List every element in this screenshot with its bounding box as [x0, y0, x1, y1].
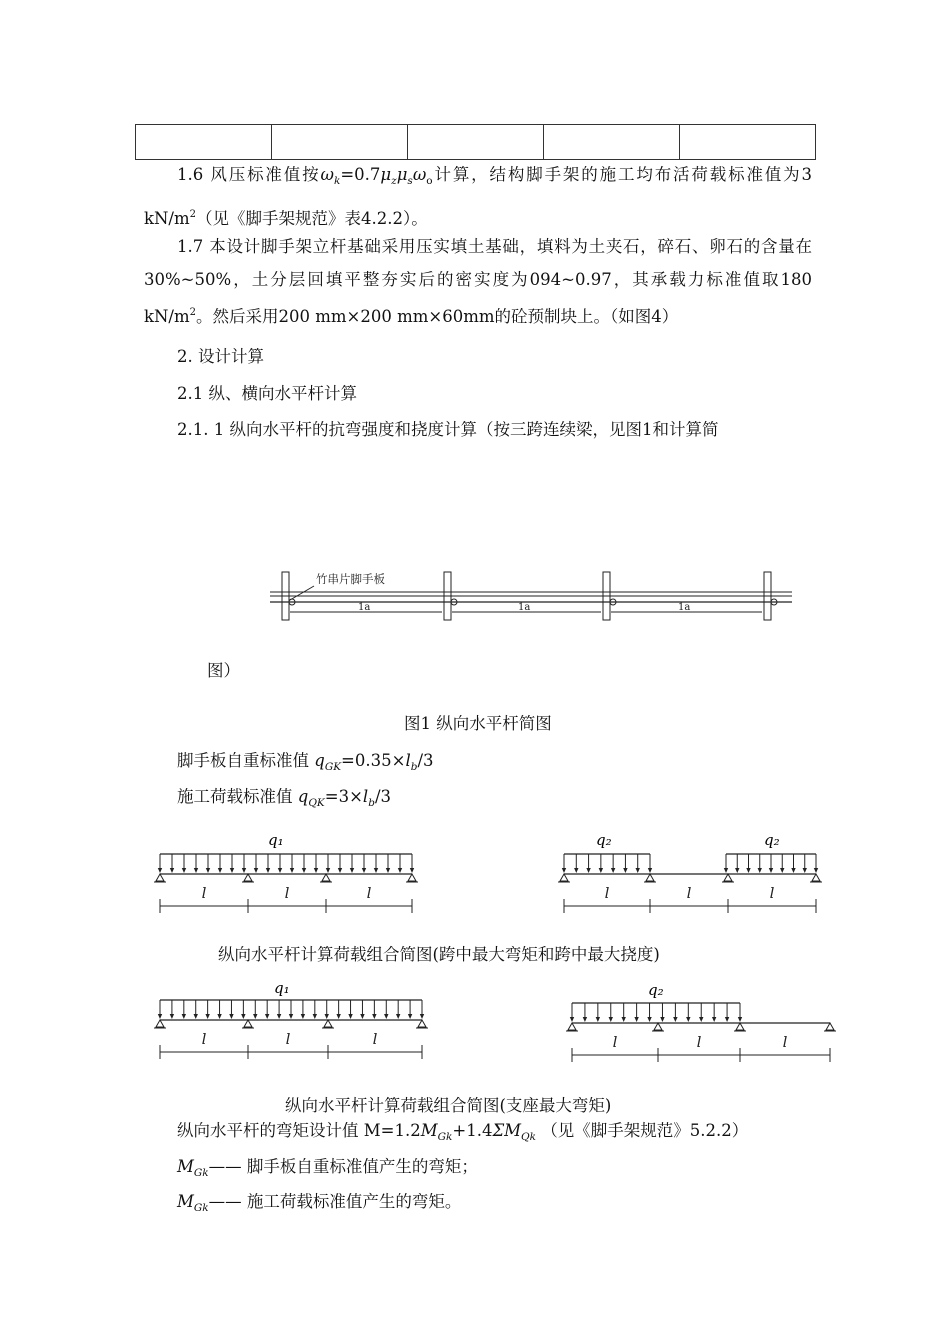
span-length-label: l	[782, 1033, 788, 1051]
sigma-symbol: Σ	[492, 1121, 505, 1140]
support-triangle	[812, 874, 820, 881]
load-arrow-head	[420, 1014, 424, 1019]
mu-symbol: μ	[396, 165, 408, 184]
text-run: —— 施工荷载标准值产生的弯矩。	[208, 1192, 462, 1211]
load-arrow-head	[699, 1017, 703, 1022]
table-cell	[544, 125, 680, 160]
text-run: /3	[417, 751, 434, 770]
load-arrow-head	[712, 1017, 716, 1022]
support-triangle	[560, 874, 568, 881]
text-run: /3	[374, 787, 391, 806]
table-cell	[408, 125, 544, 160]
support-triangle	[408, 874, 416, 881]
support-triangle	[736, 1023, 744, 1030]
span-length-label: l	[686, 884, 692, 902]
text-run: （见《脚手架规范》表4.2.2）。	[196, 209, 428, 228]
load-arrow-head	[194, 1014, 198, 1019]
load-arrow-head	[374, 868, 378, 873]
table-cell	[680, 125, 816, 160]
load-arrow-head	[724, 868, 728, 873]
load-arrow-head	[205, 1014, 209, 1019]
span-length-label: l	[201, 1030, 207, 1048]
text-run: 计算，结构脚手架的施工均布活荷载标准值为3 kN/m	[144, 165, 813, 228]
load-label-q1: q₁	[268, 831, 284, 849]
support-triangle	[244, 1020, 252, 1027]
support-triangle	[244, 874, 252, 881]
definition-mgk-2	[177, 1190, 461, 1220]
subscript: Gk	[437, 1131, 453, 1143]
figure-1-scaffold-diagram	[262, 566, 802, 628]
load-arrow-head	[673, 1017, 677, 1022]
load-arrows	[154, 1000, 428, 1059]
load-arrow-head	[217, 1014, 221, 1019]
support-triangle	[568, 1023, 576, 1030]
text-run: 1.7 本设计脚手架立杆基础采用压实填土基础，填料为土夹石，碎石、卵石的含量在30%~50%，土分层回填平整夯实后的密实度为094~0.97，其承载力标准值取180 kN/m	[144, 237, 812, 326]
paragraph-1-6	[144, 158, 812, 235]
load-diagram-support-q2	[560, 973, 850, 1073]
text-run: +1.4	[452, 1121, 493, 1140]
span-length-label: l	[201, 884, 207, 902]
span-length-label: l	[769, 884, 775, 902]
text-run: 纵向水平杆的弯矩设计值 M=1.2	[177, 1121, 421, 1140]
text-run: =3×	[324, 787, 363, 806]
span-length-label: l	[612, 1033, 618, 1051]
load-arrow-head	[372, 1014, 376, 1019]
text-run: 脚手板自重标准值	[177, 751, 315, 770]
load-arrow-head	[325, 1014, 329, 1019]
span-label: 1a	[678, 602, 691, 613]
diagram-caption-support: 纵向水平杆计算荷载组合简图(支座最大弯矩)	[285, 1096, 612, 1115]
load-arrow-head	[725, 1017, 729, 1022]
load-arrow-head	[410, 868, 414, 873]
qgk-line	[177, 749, 434, 779]
support-triangle	[156, 1020, 164, 1027]
subscript: s	[407, 175, 413, 187]
symbol: q	[314, 751, 325, 770]
table-cell	[136, 125, 272, 160]
load-arrow-head	[791, 868, 795, 873]
load-arrow-head	[623, 868, 627, 873]
load-arrow-head	[384, 1014, 388, 1019]
load-arrow-head	[290, 868, 294, 873]
top-table	[135, 124, 816, 160]
load-diagram-full-q1	[150, 822, 430, 922]
span-length-label: l	[604, 884, 610, 902]
load-arrow-head	[738, 1017, 742, 1022]
load-arrow-head	[170, 1014, 174, 1019]
heading-2-1-1: 2.1. 1 纵向水平杆的抗弯强度和挠度计算（按三跨连续梁，见图1和计算简	[177, 420, 719, 439]
load-arrow-head	[326, 868, 330, 873]
text-run: 施工荷载标准值	[177, 787, 298, 806]
load-arrow-head	[182, 868, 186, 873]
load-arrow-head	[336, 1014, 340, 1019]
load-arrow-head	[266, 868, 270, 873]
subscript: b	[368, 797, 375, 809]
load-arrow-head	[360, 1014, 364, 1019]
symbol: l	[405, 751, 411, 770]
load-arrow-head	[596, 1017, 600, 1022]
load-arrow-head	[350, 868, 354, 873]
load-arrow-head	[241, 1014, 245, 1019]
subscript: Gk	[193, 1167, 209, 1179]
load-label-q2: q₂	[596, 831, 612, 849]
load-arrow-head	[338, 868, 342, 873]
support-triangle	[826, 1023, 834, 1030]
load-arrow-head	[314, 868, 318, 873]
load-arrow-head	[609, 1017, 613, 1022]
load-arrow-head	[570, 1017, 574, 1022]
load-arrow-head	[194, 868, 198, 873]
text-run: =0.7	[340, 165, 381, 184]
support-triangle	[322, 874, 330, 881]
definition-mgk-1	[177, 1155, 478, 1185]
subscript: Gk	[193, 1202, 209, 1214]
load-arrow-head	[621, 1017, 625, 1022]
load-arrow-head	[599, 868, 603, 873]
load-arrow-head	[396, 1014, 400, 1019]
load-arrow-head	[254, 868, 258, 873]
subscript: k	[333, 175, 341, 187]
figure-tail-text: 图）	[207, 661, 240, 680]
span-label: 1a	[358, 602, 371, 613]
load-arrow-head	[746, 868, 750, 873]
load-arrow-head	[562, 868, 566, 873]
load-label-q2: q₂	[648, 981, 664, 999]
load-arrow-head	[242, 868, 246, 873]
load-arrow-head	[647, 1017, 651, 1022]
load-arrow-head	[758, 868, 762, 873]
symbol: q	[297, 787, 309, 806]
symbol: M	[177, 1157, 194, 1176]
span-length-label: l	[372, 1030, 378, 1048]
load-arrow-head	[301, 1014, 305, 1019]
diagram-caption-midspan: 纵向水平杆计算荷载组合简图(跨中最大弯矩和跨中最大挠度)	[218, 945, 660, 964]
load-arrow-head	[278, 868, 282, 873]
support-triangle	[646, 874, 654, 881]
span-length-label: l	[366, 884, 372, 902]
load-arrow-head	[182, 1014, 186, 1019]
text-run: —— 脚手板自重标准值产生的弯矩；	[208, 1157, 478, 1176]
load-arrow-head	[362, 868, 366, 873]
omega-symbol: ω	[412, 165, 427, 184]
load-arrow-head	[648, 868, 652, 873]
heading-2-1: 2.1 纵、横向水平杆计算	[177, 384, 357, 403]
table-cell	[272, 125, 408, 160]
subscript: z	[391, 175, 397, 187]
load-arrow-head	[686, 1017, 690, 1022]
load-arrow-head	[302, 868, 306, 873]
load-arrow-head	[230, 868, 234, 873]
load-arrow-head	[814, 868, 818, 873]
symbol: M	[504, 1121, 522, 1140]
figure-1-caption: 图1 纵向水平杆简图	[404, 714, 552, 733]
load-arrow-head	[206, 868, 210, 873]
moment-formula	[177, 1119, 748, 1149]
paragraph-1-7	[144, 230, 812, 333]
symbol: M	[420, 1121, 438, 1140]
subscript: GK	[324, 761, 342, 773]
support-triangle	[724, 874, 732, 881]
load-arrow-head	[769, 868, 773, 873]
load-label-q2: q₂	[764, 831, 780, 849]
load-arrow-head	[158, 868, 162, 873]
text-run: =0.35×	[341, 751, 406, 770]
load-arrow-head	[348, 1014, 352, 1019]
load-arrow-head	[253, 1014, 257, 1019]
load-arrow-head	[277, 1014, 281, 1019]
load-arrow-head	[803, 868, 807, 873]
span-length-label: l	[284, 884, 290, 902]
load-arrow-head	[229, 1014, 233, 1019]
load-diagram-alternate-q2	[552, 822, 832, 922]
subscript: Qk	[521, 1131, 537, 1143]
heading-2: 2. 设计计算	[177, 347, 264, 366]
load-arrow-head	[386, 868, 390, 873]
load-arrow-head	[660, 1017, 664, 1022]
span-label: 1a	[518, 602, 531, 613]
load-arrow-head	[218, 868, 222, 873]
subscript: QK	[308, 797, 325, 809]
load-arrow-head	[313, 1014, 317, 1019]
load-arrow-head	[158, 1014, 162, 1019]
span-length-label: l	[696, 1033, 702, 1051]
load-arrow-head	[780, 868, 784, 873]
load-diagram-support-q1	[150, 973, 430, 1073]
load-arrow-head	[735, 868, 739, 873]
load-arrow-head	[408, 1014, 412, 1019]
superscript: 2	[189, 307, 197, 318]
load-arrow-head	[636, 868, 640, 873]
support-triangle	[324, 1020, 332, 1027]
mu-symbol: μ	[380, 165, 392, 184]
load-arrow-head	[574, 868, 578, 873]
text-run: 风压标准值按	[210, 165, 321, 184]
support-triangle	[418, 1020, 426, 1027]
load-arrow-head	[170, 868, 174, 873]
superscript: 2	[189, 209, 197, 220]
load-arrow-head	[586, 868, 590, 873]
text-run: （见《脚手架规范》5.2.2）	[536, 1121, 749, 1140]
load-arrow-head	[289, 1014, 293, 1019]
plank-label: 竹串片脚手板	[316, 572, 385, 586]
load-arrow-head	[398, 868, 402, 873]
load-label-q1: q₁	[274, 979, 290, 997]
span-length-label: l	[285, 1030, 291, 1048]
load-arrow-head	[583, 1017, 587, 1022]
load-arrow-head	[265, 1014, 269, 1019]
symbol: l	[362, 787, 369, 806]
load-arrow-head	[611, 868, 615, 873]
support-triangle	[654, 1023, 662, 1030]
omega-symbol: ω	[320, 165, 334, 184]
qqk-line	[177, 785, 391, 815]
text-run: 。然后采用200 mm×200 mm×60mm的砼预制块上。（如图4）	[196, 307, 679, 326]
subscript: b	[410, 761, 418, 773]
support-triangle	[156, 874, 164, 881]
table-row	[136, 125, 816, 160]
load-arrow-head	[634, 1017, 638, 1022]
section-number: 1.6	[177, 165, 204, 184]
subscript: o	[426, 175, 433, 187]
symbol: M	[177, 1192, 194, 1211]
